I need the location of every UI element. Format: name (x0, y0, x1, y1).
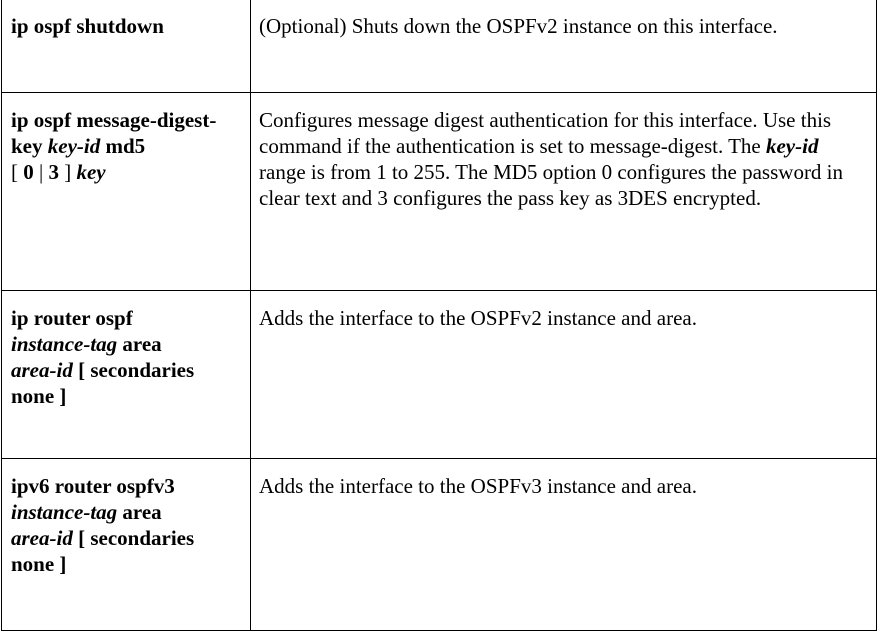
bracket-close: ] (64, 160, 72, 184)
command-keyword: [ secondaries none ] (11, 358, 195, 408)
bracket-open: [ (11, 160, 18, 184)
description-cell (251, 93, 877, 291)
description-cell (251, 459, 877, 631)
command-argument: area-id (11, 526, 73, 550)
description-text: Adds the interface to the OSPFv3 instance and area. (259, 474, 697, 498)
description-text: Configures message digest authentication for this interface. Use this command if the authentication is set to message-digest. The (259, 108, 832, 158)
description-emphasis: key-id (765, 134, 819, 158)
command-keyword: [ secondaries none ] (11, 526, 195, 576)
command-text: ip ospf shutdown (11, 14, 164, 38)
description-cell (251, 0, 877, 93)
command-argument: instance-tag (11, 500, 118, 524)
command-argument: area-id (11, 358, 73, 382)
option-zero: 0 (23, 160, 34, 184)
description-text: range is from 1 to 255. The MD5 option 0 configures the password in clear text and 3 configures the pass key as 3DES encrypted. (259, 160, 844, 210)
table-row (2, 0, 877, 93)
command-cell (2, 459, 251, 631)
description-cell (251, 291, 877, 459)
option-three: 3 (48, 160, 59, 184)
command-cell (2, 291, 251, 459)
command-reference-table (1, 0, 877, 631)
table-row (2, 93, 877, 291)
command-argument: key (76, 160, 106, 184)
command-cell (2, 0, 251, 93)
description-text: Adds the interface to the OSPFv2 instance and area. (259, 306, 697, 330)
option-separator: | (39, 160, 44, 184)
command-keyword: ipv6 router ospfv3 (11, 474, 175, 498)
command-keyword: ip router ospf (11, 306, 133, 330)
command-keyword: md5 (105, 134, 146, 158)
table-row (2, 459, 877, 631)
command-keyword: area (122, 500, 162, 524)
description-text: (Optional) Shuts down the OSPFv2 instance on this interface. (259, 14, 778, 38)
command-argument: key-id (47, 134, 101, 158)
command-cell (2, 93, 251, 291)
command-keyword: ip ospf message-digest-key (11, 108, 217, 158)
table-row (2, 291, 877, 459)
command-keyword: area (122, 332, 162, 356)
command-argument: instance-tag (11, 332, 118, 356)
